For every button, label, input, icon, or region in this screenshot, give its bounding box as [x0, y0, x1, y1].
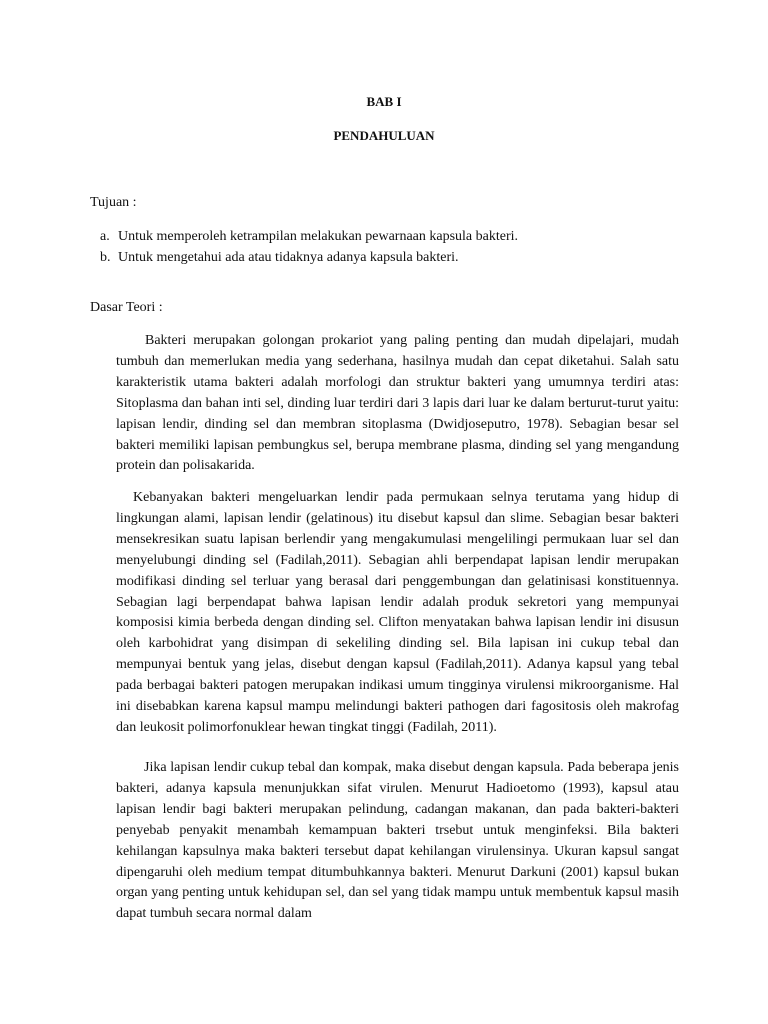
tujuan-list: [100, 226, 518, 268]
chapter-heading: BAB I: [366, 94, 402, 109]
list-item-text: Untuk memperoleh ketrampilan melakukan pewarnaan kapsula bakteri.: [118, 229, 519, 244]
paragraph-1: Bakteri merupakan golongan prokariot yang paling penting dan mudah dipelajari, mudah tumbuh dan memerlukan media yang sederhana, hasilnya mudah dan cepat diketahui. Salah satu karakteristik utama bakteri adalah morfologi dan struktur bakteri yang umumnya terdiri atas: Sitoplasma dan bahan inti sel, dinding luar terdiri dari 3 lapis dari luar ke dalam berturut-turut yaitu: lapisan lendir, dinding sel dan membran sitoplasma (Dwidjoseputro, 1978). Sebagian besar sel bakteri memiliki lapisan pembungkus sel, berupa membrane plasma, dinding sel yang mengandung protein dan polisakarida.: [116, 333, 679, 474]
paragraph-3: Jika lapisan lendir cukup tebal dan kompak, maka disebut dengan kapsula. Pada beberapa jenis bakteri, adanya kapsula menunjukkan sifat virulen. Menurut Hadioetomo (1993), kapsul atau lapisan lendir bagi bakteri merupakan pelindung, cadangan makanan, dan pada bakteri-bakteri penyebab penyakit menambah kemampuan bakteri trsebut untuk menginfeksi. Bila bakteri kehilangan kapsulnya maka bakteri tersebut dapat kehilangan virulensinya. Ukuran kapsul sangat dipengaruhi oleh medium tempat ditumbuhkannya bakteri. Menurut Darkuni (2001) kapsul bukan organ yang penting untuk kehidupan sel, dan sel yang tidak mampu untuk membentuk kapsul masih dapat tumbuh secara normal dalam: [116, 760, 679, 922]
list-marker: a.: [100, 229, 110, 244]
chapter-title: PENDAHULUAN: [333, 128, 435, 143]
list-marker: b.: [100, 250, 111, 265]
tujuan-label: Tujuan :: [90, 195, 137, 210]
dasar-teori-label: Dasar Teori :: [90, 300, 163, 315]
list-item-text: Untuk mengetahui ada atau tidaknya adanya kapsula bakteri.: [118, 250, 459, 265]
list-item: [100, 247, 518, 268]
list-item: [100, 226, 518, 247]
paragraph-2: Kebanyakan bakteri mengeluarkan lendir pada permukaan selnya terutama yang hidup di lingkungan alami, lapisan lendir (gelatinous) itu disebut kapsul dan slime. Sebagian besar bakteri mensekresikan suatu lapisan berlendir yang mengakumulasi mengelilingi permukaan luar sel dan menyelubungi dinding sel (Fadilah,2011). Sebagian ahli berpendapat lapisan lendir merupakan modifikasi dinding sel terluar yang berasal dari penggembungan dan gelatinisasi konstituennya. Sebagian lagi berpendapat bahwa lapisan lendir adalah produk sekretori yang mempunyai komposisi kimia berbeda dengan dinding sel. Clifton menyatakan bahwa lapisan lendir ini disusun oleh karbohidrat yang disimpan di sekeliling dinding sel. Bila lapisan ini cukup tebal dan mempunyai bentuk yang jelas, disebut dengan kapsul (Fadilah,2011). Adanya kapsul yang tebal pada berbagai bakteri patogen merupakan indikasi umum tingginya virulensi mikroorganisme. Hal ini disebabkan karena kapsul mampu melindungi bakteri pathogen dari fagositosis oleh makrofag dan leukosit polimorfonuklear hewan tingkat tinggi (Fadilah, 2011).: [116, 490, 679, 735]
